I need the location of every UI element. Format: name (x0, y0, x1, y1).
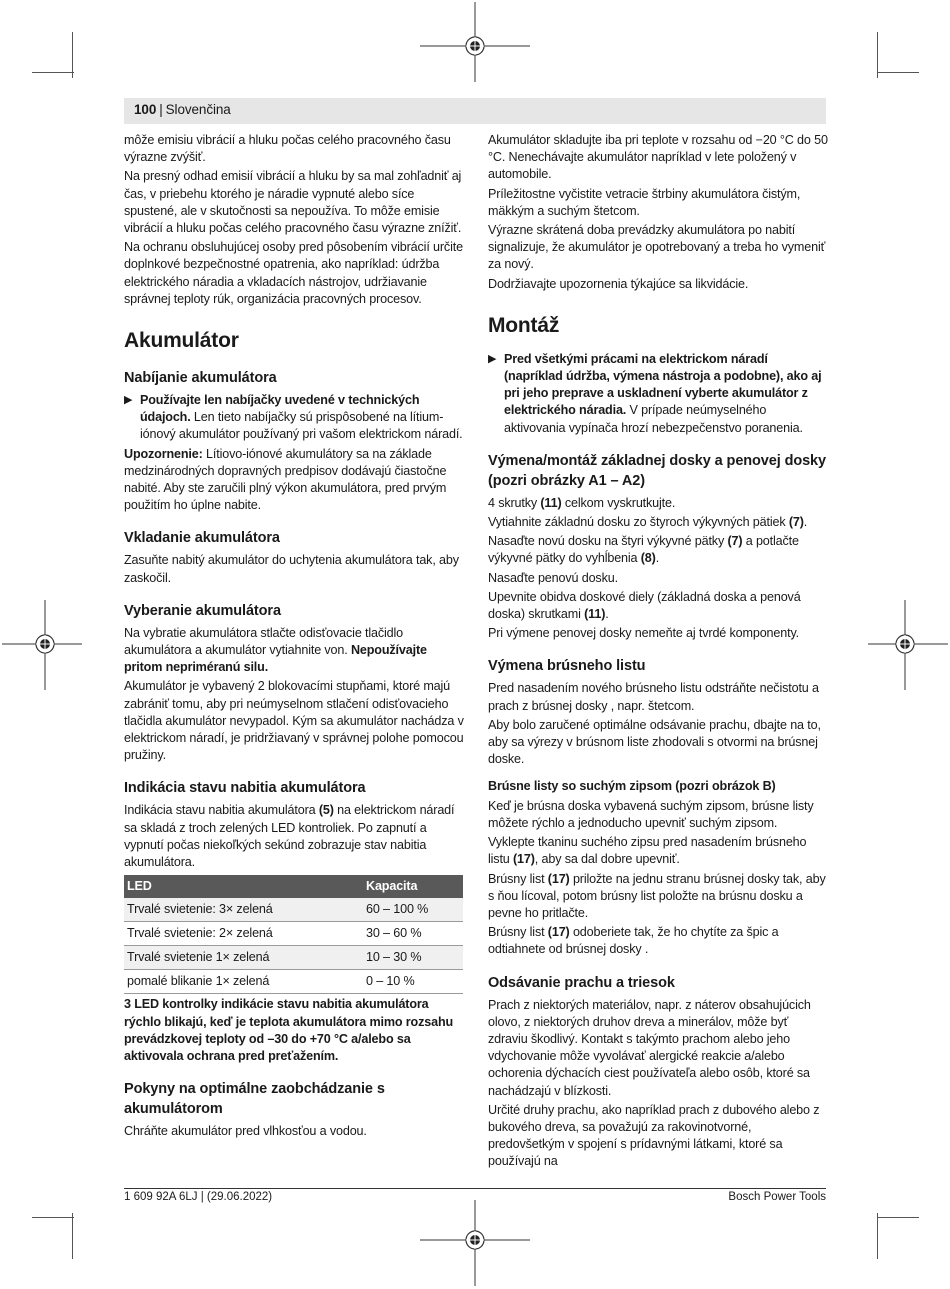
subheading-nabijanie: Nabíjanie akumulátora (124, 370, 277, 387)
table-row (124, 946, 463, 970)
table-cell: Trvalé svietenie 1× zelená (124, 946, 363, 970)
text: Vyklepte tkaninu suchého zipsu pred nasadením brúsneho listu (488, 835, 807, 867)
paragraph: Chráňte akumulátor pred vlhkosťou a vodou. (124, 1124, 367, 1139)
paragraph: Dodržiavajte upozornenia týkajúce sa likvidácie. (488, 276, 749, 291)
crop-mark (877, 1217, 919, 1218)
paragraph: Pred nasadením nového brúsneho listu odstráňte nečistotu a prach z brúsnej dosky , napr. štetcom. (488, 681, 819, 713)
table-cell: Trvalé svietenie: 2× zelená (124, 922, 363, 946)
text: priložte na jednu stranu brúsnej dosky tak, aby s ňou lícoval, potom brúsny list položte na brúsnu dosku a pevne ho pritlačte. (488, 871, 826, 920)
footer-doc-code: 1 609 92A 6LJ | (29.06.2022) (124, 1191, 273, 1203)
paragraph (488, 514, 828, 531)
paragraph (488, 871, 828, 923)
footer-brand: Bosch Power Tools (728, 1191, 826, 1203)
reference-number: (7) (788, 515, 804, 530)
right-column (488, 132, 828, 1173)
table-cell: pomalé blikanie 1× zelená (124, 970, 363, 994)
table-header-row (124, 875, 463, 898)
paragraph (488, 495, 828, 512)
paragraph: Príležitostne vyčistite vetracie štrbiny akumulátora čistým, mäkkým a suchým štetcom. (488, 186, 801, 218)
page-number: 100 (134, 102, 157, 117)
text: a potlačte výkyvné pätky do vyhĺbenia (488, 534, 799, 566)
text: Upevnite obidva doskové diely (základná doska a penová doska) skrutkami (488, 589, 801, 622)
paragraph: Určité druhy prachu, ako napríklad prach z dubového alebo z bukového dreva, sa považujú za rakovinotvorné, predovšetkým v spojení s prídavnými látkami, ktoré sa používajú na (488, 1102, 820, 1169)
footer-rule (124, 1188, 826, 1189)
subheading-vkladanie: Vkladanie akumulátora (124, 530, 280, 547)
note-text: Lítiovo-iónové akumulátory sa na základe medzinárodných dopravných predpisov dodávajú čiastočne nabité. Aby ste zaručili plný výkon akumulátora, pred prvým použitím ho úplne nabite. (124, 446, 447, 513)
subheading-pokyny: Pokyny na optimálne zaobchádzanie s akumulátorom (124, 1081, 385, 1118)
text: Indikácia stavu nabitia akumulátora (124, 803, 319, 818)
table-row (124, 922, 463, 946)
bullet-bold-text: Pred všetkými prácami na elektrickom náradí (napríklad údržba, výmena nástroja a podobne), ako aj pri jeho preprave a uskladnení vyberte akumulátor z elektrického náradia. (504, 351, 822, 418)
registration-mark-bottom (420, 1200, 530, 1286)
paragraph: Na ochranu obsluhujúcej osoby pred pôsobením vibrácií určite doplnkové bezpečnostné opatrenia, ako napríklad: údržba elektrického náradia a vkladacích nástrojov, udržiavanie správnej teploty rúk, organizácia pracovných procesov. (124, 240, 463, 306)
text: , aby sa dal dobre upevniť. (534, 852, 680, 867)
reference-number: (17) (547, 871, 570, 886)
table-cell: 10 – 30 % (363, 946, 463, 970)
paragraph: Keď je brúsna doska vybavená suchým zipsom, brúsne listy môžete rýchlo a jednoducho upevniť suchým zipsom. (488, 798, 814, 830)
registration-mark-left (2, 600, 82, 690)
crop-mark (877, 72, 919, 73)
bullet-text: Len tieto nabíjačky sú prispôsobené na lítium-iónový akumulátor používaný pri vašom elektrickom náradí. (140, 410, 463, 442)
page-header (134, 102, 231, 117)
text: celkom vyskrutkujte. (561, 495, 676, 510)
reference-number: (11) (540, 495, 562, 510)
subheading-vyberanie: Vyberanie akumulátora (124, 602, 281, 619)
crop-mark (32, 72, 74, 73)
subheading-zips: Brúsne listy so suchým zipsom (pozri obrázok B) (488, 779, 776, 794)
header-separator: | (159, 102, 163, 117)
paragraph (488, 924, 828, 958)
bullet-item (124, 392, 464, 444)
table-cell: Trvalé svietenie: 3× zelená (124, 898, 363, 922)
paragraph (488, 834, 828, 868)
bullet-arrow-icon: ▶ (488, 352, 497, 365)
crop-mark (32, 1217, 74, 1218)
table-row (124, 970, 463, 994)
text: na elektrickom náradí sa skladá z troch zelených LED kontroliek. Po zapnutí a vypnutí počas niekoľkých sekúnd zobrazuje stav nabitia akumulátora. (124, 803, 455, 870)
paragraph (124, 446, 464, 515)
paragraph: Prach z niektorých materiálov, napr. z náterov obsahujúcich olovo, z niektorých druhov dreva a minerálov, môže byť zdraviu škodlivý. Kontakt s takýmto prachom alebo jeho vdychovanie môže vyvolávať alergické reakcie a/alebo ochorenia dýchacích ciest používateľa alebo osôb, ktoré sa nachádzajú v blízkosti. (488, 997, 811, 1098)
registration-mark-top (420, 2, 530, 82)
paragraph (488, 533, 828, 567)
paragraph: Pri výmene penovej dosky nemeňte aj tvrdé komponenty. (488, 626, 800, 641)
paragraph: Akumulátor je vybavený 2 blokovacími stupňami, ktoré majú zabrániť tomu, aby pri neúmyselnom stlačení odisťovacieho tlačidla akumulátor nevypadol. Kým sa akumulátor nachádza v elektrickom náradí, je pridržiavaný v správnej polohe pomocou pružiny. (124, 679, 464, 763)
section-heading-akumulator: Akumulátor (124, 329, 239, 353)
table-header-kapacita: Kapacita (363, 875, 463, 898)
header-language: Slovenčina (165, 102, 231, 117)
paragraph (124, 802, 464, 871)
text: . (803, 515, 808, 530)
paragraph: Akumulátor skladujte iba pri teplote v rozsahu od −20 °C do 50 °C. Nenechávajte akumulátor napríklad v lete položený v automobile. (488, 133, 828, 182)
table-cell: 60 – 100 % (363, 898, 463, 922)
subheading-odsavanie: Odsávanie prachu a triesok (488, 974, 675, 991)
paragraph: Aby bolo zaručené optimálne odsávanie prachu, dbajte na to, aby sa výrezy v brúsnom liste zhodovali s otvormi na brúsnej doske. (488, 717, 821, 767)
left-column (124, 132, 464, 1142)
reference-number: (8) (640, 551, 656, 566)
subheading-indikacia: Indikácia stavu nabitia akumulátora (124, 780, 366, 797)
text: 4 skrutky (488, 495, 541, 510)
paragraph (488, 589, 828, 623)
subheading-vymena-dosky: Výmena/montáž základnej dosky a penovej dosky (pozri obrázky A1 – A2) (488, 452, 826, 489)
section-heading-montaz: Montáž (488, 313, 560, 337)
text: . (605, 607, 609, 622)
table-row (124, 898, 463, 922)
note-label: Upozornenie: (124, 446, 203, 461)
text: Brúsny list (488, 871, 548, 886)
text: Na vybratie akumulátora stlačte odisťovacie tlačidlo akumulátora a akumulátor vytiahnite von. (124, 625, 404, 658)
paragraph: Zasuňte nabitý akumulátor do uchytenia akumulátora tak, aby zaskočil. (124, 553, 459, 585)
bullet-text: V prípade neúmyselného aktivovania vypínača hrozí nebezpečenstvo poranenia. (504, 403, 803, 435)
crop-mark (72, 1213, 73, 1259)
bold-text: Nepoužívajte pritom nepriméranú silu. (124, 643, 427, 675)
registration-mark-right (868, 600, 948, 690)
reference-number: (17) (547, 925, 570, 940)
text: Nasaďte novú dosku na štyri výkyvné pätky (488, 534, 728, 549)
led-warning: 3 LED kontrolky indikácie stavu nabitia akumulátora rýchlo blikajú, keď je teplota akumulátora mimo rozsahu prevádzkovej teploty od –30 do +70 °C a/alebo sa aktivovala ochrana pred preťažením. (124, 997, 454, 1063)
table-cell: 0 – 10 % (363, 970, 463, 994)
subheading-vymena-listu: Výmena brúsneho listu (488, 658, 646, 675)
crop-mark (877, 1213, 878, 1259)
bullet-arrow-icon: ▶ (124, 394, 133, 407)
paragraph: môže emisiu vibrácií a hluku počas celého pracovného času výrazne zvýšiť. (124, 133, 451, 165)
reference-number: (11) (584, 607, 606, 622)
bullet-bold-text: Používajte len nabíjačky uvedené v technických údajoch. (140, 393, 420, 425)
paragraph (124, 625, 464, 677)
text: Brúsny list (488, 925, 548, 940)
text: . (655, 551, 660, 566)
table-header-led: LED (124, 875, 363, 898)
led-capacity-table (124, 875, 463, 994)
table-cell: 30 – 60 % (363, 922, 463, 946)
text: Vytiahnite základnú dosku zo štyroch výkyvných pätiek (488, 515, 789, 530)
text: odoberiete tak, že ho chytíte za špic a odtiahnete od brúsnej dosky . (488, 925, 779, 957)
bullet-item (488, 351, 828, 437)
paragraph: Na presný odhad emisií vibrácií a hluku by sa mal zohľadniť aj čas, v priebehu ktorého je náradie vypnuté alebo síce spustené, ale v skutočnosti sa nepoužíva. To môže emisie vibrácií a hluku počas celého pracovného času výrazne znížiť. (124, 169, 462, 236)
paragraph: Nasaďte penovú dosku. (488, 570, 618, 585)
reference-number: (7) (727, 534, 743, 549)
paragraph: Výrazne skrátená doba prevádzky akumulátora po nabití signalizuje, že akumulátor je opotrebovaný a treba ho vymeniť za nový. (488, 223, 826, 272)
reference-number: (17) (513, 852, 535, 867)
reference-number: (5) (318, 803, 334, 818)
